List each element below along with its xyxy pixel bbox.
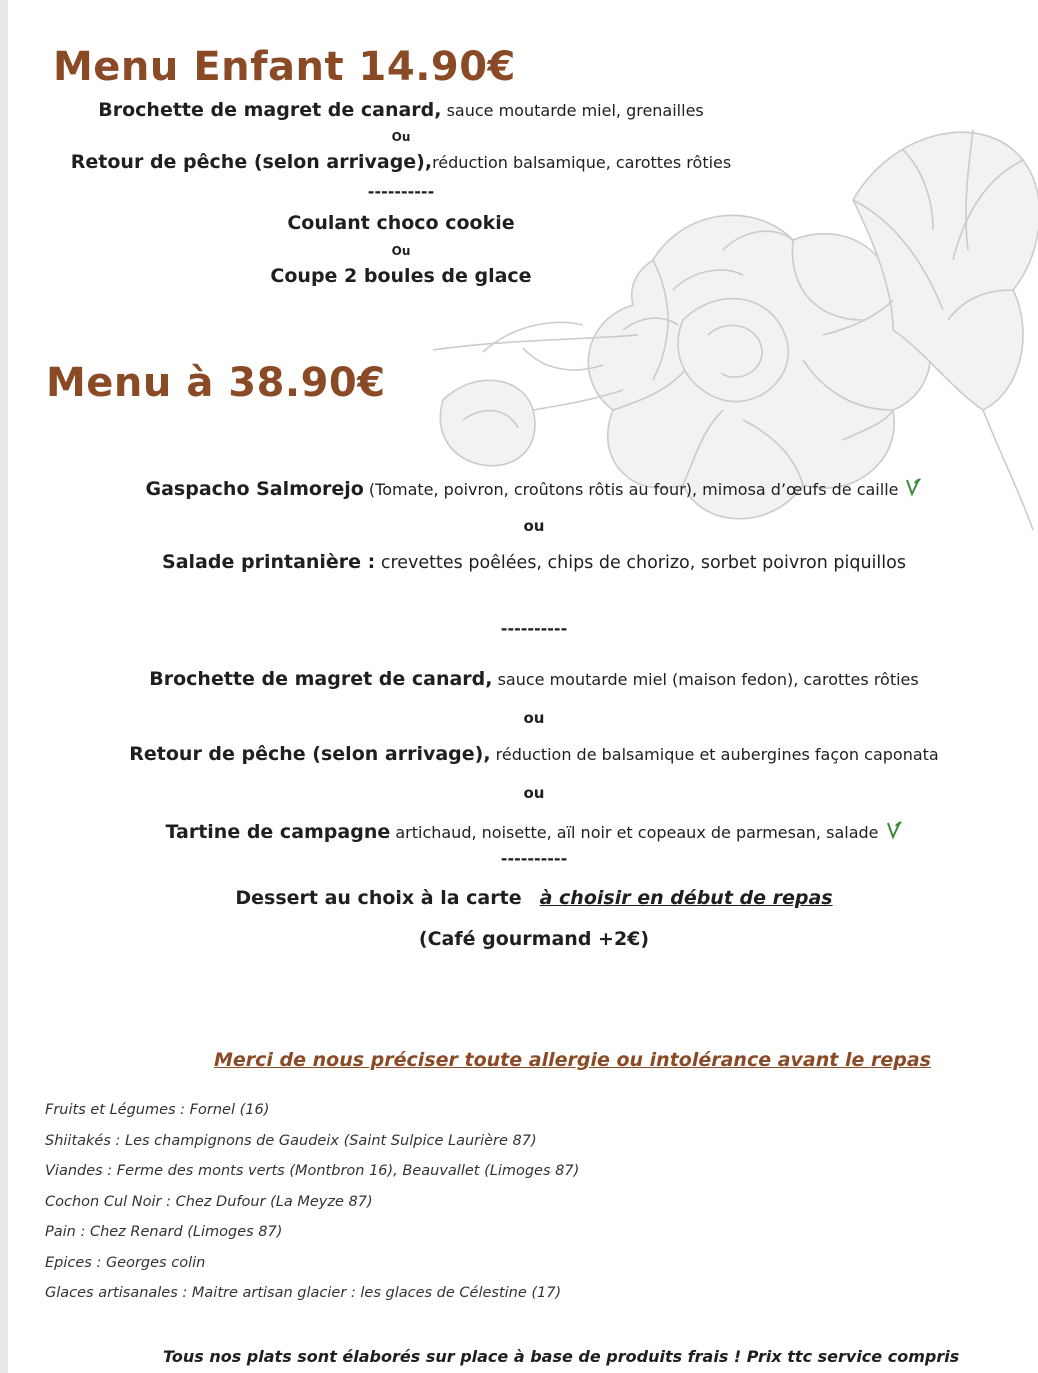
supplier-line: Glaces artisanales : Maitre artisan glacier : les glaces de Célestine (17) [45, 1285, 562, 1301]
starter-2 [8, 551, 1038, 573]
menu-separator-2: ---------- [500, 849, 568, 868]
main-or-2: ou [523, 784, 545, 802]
kids-or-2: Ou [391, 244, 411, 258]
kids-dessert-2-name: Coupe 2 boules de glace [270, 265, 532, 287]
kids-dish-1 [8, 99, 794, 121]
starter-2-name: Salade printanière : [162, 551, 376, 573]
starter-1-desc: (Tomate, poivron, croûtons rôtis au four), mimosa d’œufs de caille [363, 480, 899, 499]
starter-or: ou [523, 517, 545, 535]
dessert-note: à choisir en début de repas [539, 887, 833, 909]
coffee-line [8, 928, 1038, 950]
kids-dessert-1-name: Coulant choco cookie [287, 212, 515, 234]
supplier-line: Cochon Cul Noir : Chez Dufour (La Meyze 87) [45, 1194, 373, 1210]
allergy-notice: Merci de nous préciser toute allergie ou intolérance avant le repas [214, 1049, 931, 1071]
footer-note: Tous nos plats sont élaborés sur place à base de produits frais ! Prix ttc service compris [163, 1347, 960, 1366]
starter-1 [8, 477, 1038, 500]
supplier-line: Pain : Chez Renard (Limoges 87) [45, 1224, 283, 1240]
menu-separator-1: ---------- [500, 619, 568, 638]
main-2-desc: réduction de balsamique et aubergines façon caponata [490, 745, 939, 764]
menu-page [8, 0, 1038, 1373]
kids-dish-2-desc: réduction balsamique, carottes rôties [432, 153, 732, 172]
dessert-line [8, 887, 1038, 909]
main-1-name: Brochette de magret de canard, [149, 668, 493, 690]
main-or-1: ou [523, 709, 545, 727]
starter-1-name: Gaspacho Salmorejo [145, 478, 364, 500]
supplier-line: Epices : Georges colin [45, 1255, 206, 1271]
kids-dessert-2 [8, 265, 794, 287]
supplier-line: Viandes : Ferme des monts verts (Montbron 16), Beauvallet (Limoges 87) [45, 1163, 580, 1179]
menu-title: Menu à 38.90€ [46, 360, 386, 406]
vegetarian-leaf-icon [904, 477, 922, 497]
kids-separator: ---------- [367, 182, 435, 201]
starter-2-desc: crevettes poêlées, chips de chorizo, sorbet poivron piquillos [375, 553, 906, 573]
main-3-desc: artichaud, noisette, aïl noir et copeaux de parmesan, salade [390, 823, 879, 842]
vegetarian-leaf-icon [885, 820, 903, 840]
supplier-line: Shiitakés : Les champignons de Gaudeix (Saint Sulpice Laurière 87) [45, 1133, 537, 1149]
kids-dish-1-desc: sauce moutarde miel, grenailles [441, 101, 704, 120]
main-2-name: Retour de pêche (selon arrivage), [129, 743, 491, 765]
supplier-line: Fruits et Légumes : Fornel (16) [45, 1102, 270, 1118]
kids-dish-2 [8, 151, 794, 173]
main-2 [8, 743, 1038, 765]
kids-dish-1-name: Brochette de magret de canard, [98, 99, 442, 121]
main-1 [8, 668, 1038, 690]
kids-menu-title: Menu Enfant 14.90€ [53, 44, 516, 90]
main-3-name: Tartine de campagne [165, 821, 391, 843]
main-3 [8, 820, 1038, 843]
main-1-desc: sauce moutarde miel (maison fedon), carottes rôties [492, 670, 919, 689]
kids-or-1: Ou [391, 130, 411, 144]
dessert-label: Dessert au choix à la carte [235, 887, 522, 909]
kids-dish-2-name: Retour de pêche (selon arrivage), [70, 151, 433, 173]
kids-dessert-1 [8, 212, 794, 234]
coffee-label: (Café gourmand +2€) [418, 928, 650, 950]
